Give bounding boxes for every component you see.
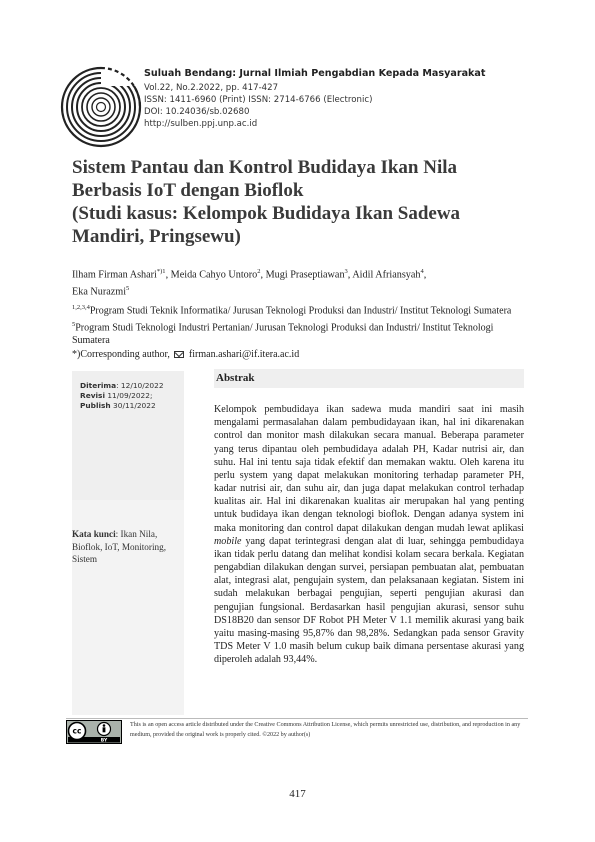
- footer-divider: [66, 718, 528, 719]
- abstract-emphasis: mobile: [214, 535, 242, 547]
- journal-issn: ISSN: 1411-6960 (Print) ISSN: 2714-6766 (Electronic): [144, 95, 373, 105]
- author-marker: 5: [126, 285, 130, 293]
- keywords-text: : Ikan Nila, Bioflok, IoT, Monitoring, Sistem: [72, 529, 166, 564]
- article-dates: [80, 381, 164, 411]
- author-marker: 4: [420, 268, 424, 275]
- journal-title: Suluah Bendang: Jurnal Ilmiah Pengabdian Kepada Masyarakat: [144, 68, 486, 79]
- author-list-cont: [72, 282, 532, 299]
- license-text: This is an open access article distributed under the Creative Commons Attribution License, which permits unrestricted use, distribution, and reproduction in any medium, provided the original work is properly cited. ©2022 by author(s): [130, 722, 521, 738]
- author-separator: ,: [423, 269, 427, 281]
- journal-url[interactable]: http://sulben.ppj.unp.ac.id: [144, 119, 258, 129]
- article-title: [72, 156, 552, 248]
- corresponding-author: [72, 348, 532, 361]
- title-line: Mandiri, Pringsewu): [72, 226, 241, 247]
- author-list: [72, 265, 532, 282]
- author-block: [72, 265, 532, 361]
- affiliation-2: [72, 318, 532, 347]
- journal-logo: [60, 66, 142, 148]
- keywords-panel: [72, 500, 184, 715]
- revised-date: Revisi 11/09/2022;: [80, 391, 153, 400]
- cc-by-license-icon[interactable]: [66, 720, 122, 744]
- author-name: Ilham Firman Ashari: [72, 269, 157, 281]
- affiliation-1: [72, 301, 532, 317]
- author-marker: 3: [344, 268, 348, 275]
- keywords-label: Kata kunci: [72, 529, 116, 539]
- journal-header: [144, 68, 564, 130]
- affiliation-text: Program Studi Teknologi Industri Pertanian/ Jurusan Teknologi Produksi dan Industri/ Institut Teknologi Sumatera: [72, 322, 494, 347]
- abstract-heading: Abstrak: [214, 369, 524, 388]
- author-name: , Meida Cahyo Untoro: [165, 269, 258, 281]
- title-line: Sistem Pantau dan Kontrol Budidaya Ikan Nila: [72, 157, 458, 178]
- author-name: , Mugi Praseptiawan: [260, 269, 345, 281]
- keywords: [72, 528, 182, 566]
- title-line: (Studi kasus: Kelompok Budidaya Ikan Sadewa: [72, 203, 461, 224]
- author-name: Eka Nurazmi: [72, 286, 127, 298]
- envelope-icon: [174, 351, 184, 358]
- dates-panel: [72, 371, 184, 511]
- affiliation-text: Program Studi Teknik Informatika/ Jurusan Teknologi Produksi dan Industri/ Institut Teknologi Sumatera: [89, 305, 512, 317]
- received-date: Diterima: 12/10/2022: [80, 381, 164, 390]
- by-badge-text: BY: [100, 738, 108, 744]
- title-line: Berbasis IoT dengan Bioflok: [72, 180, 304, 201]
- author-marker: *)1: [156, 268, 166, 275]
- author-marker: 2: [257, 268, 261, 275]
- abstract-body: [214, 390, 524, 666]
- cc-badge-text: cc: [72, 726, 82, 736]
- abstract-paragraph: Kelompok pembudidaya ikan sadewa muda mandiri saat ini masih mengalami permasalahan dalam pembudidayaan ikan, hal ini dikarenakan control dan monitor mash dilakukan secara manual. Beberapa parameter yang terus dipantau oleh pembudidaya adalah PH, Kadar nutrisi air, dan suhu. Hal ini tentu saja tidak efektif dan memakan waktu. Oleh karena itu perlu system yang dapat melakukan monitoring terhadap parameter PH, kadar nutrisi air, dan suhu air, dan juga dapat melakukan control terhadap kualitas air. Hal ini dikarenakan kualitas air merupakan hal yang penting untuk budidaya ikan dengan teknologi bioflok. Dengan adanya system ini maka monitoring dan control dapat dilakukan dengan mudah lewat aplikasi mobile yang dapat terintegrasi dengan alat di luar, sehingga pembudidaya ikan tidak perlu datang dan melihat kondisi kolam secara berkala. Kegiatan pengabdian dilakukan dengan survei, persiapan pembuatan alat, pembuatan alat, integrasi alat, pengujain system, dan pelaksanaan kegiatan. Sistem ini sudah melakukan berbagai pengujian, seperti pengujian akurasi dan pengujian fungsional. Berdasarkan hasil pengujian akurasi, sensor suhu DS18B20 dan sensor DF Robot PH Meter V 1.1 memilik akurasi yang baik yaitu masing-masing 95,87% dan 98,28%. Sedangkan pada sensor Gravity TDS Meter V 1.0 masih belum cukup baik dimana persentase akurasi yang diperoleh adalah 93,44%.: [214, 404, 524, 666]
- affiliation-marker: 5: [72, 321, 76, 329]
- journal-doi[interactable]: DOI: 10.24036/sb.02680: [144, 107, 250, 117]
- corresponding-email[interactable]: firman.ashari@if.itera.ac.id: [186, 349, 300, 361]
- published-date: Publish 30/11/2022: [80, 401, 156, 410]
- affiliation-marker: 1,2,3,4: [72, 303, 90, 311]
- author-name: , Aidil Afriansyah: [347, 269, 421, 281]
- corresponding-label: *)Corresponding author,: [72, 349, 173, 361]
- journal-volume: Vol.22, No.2.2022, pp. 417-427: [144, 83, 279, 93]
- page-number: 417: [289, 788, 306, 800]
